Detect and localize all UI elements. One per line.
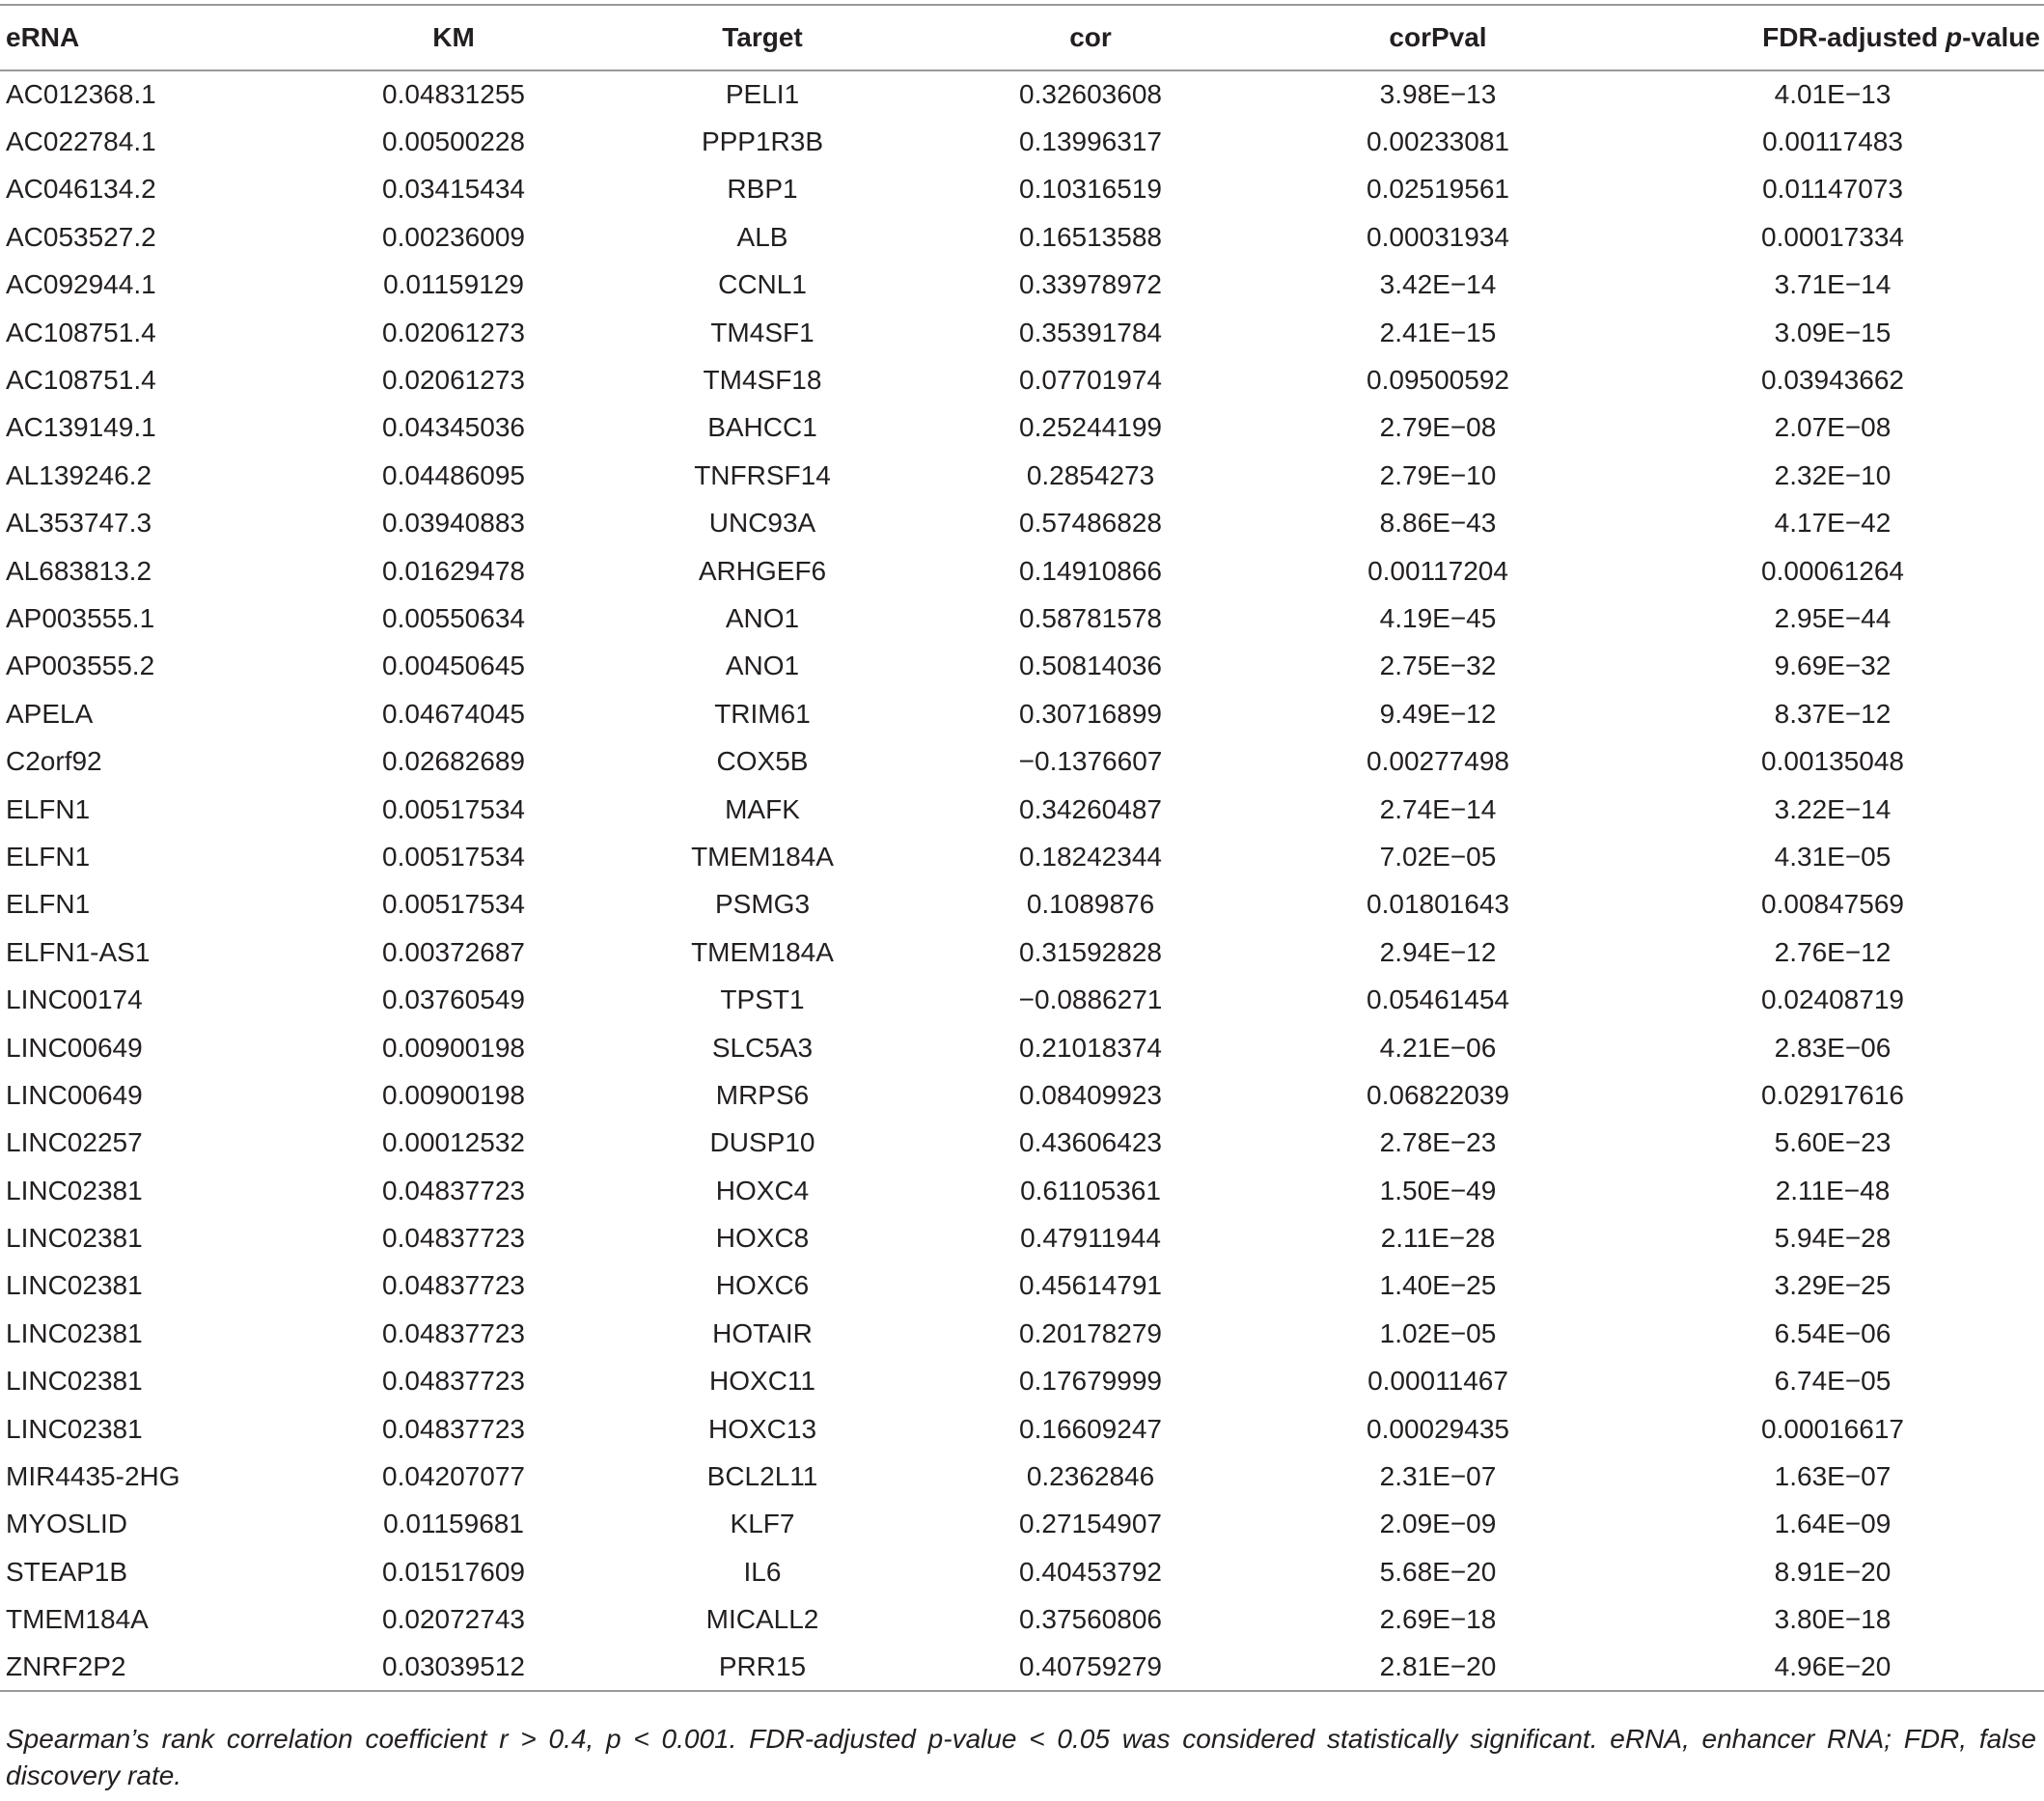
cell-corpval: 1.50E−49 [1379, 1175, 1497, 1205]
cell-cor: 0.45614791 [1019, 1270, 1162, 1301]
cell-corpval: 0.00233081 [1367, 126, 1509, 157]
cell-erna: STEAP1B [6, 1556, 128, 1587]
header-corpval: corPval [1255, 5, 1621, 70]
cell-km: 0.00517534 [382, 841, 525, 872]
cell-target: BAHCC1 [707, 412, 817, 443]
cell-target: SLC5A3 [711, 1032, 814, 1063]
cell-cor: 0.50814036 [1019, 651, 1162, 681]
cell-corpval: 0.01801643 [1367, 889, 1509, 920]
cell-km: 0.01517609 [382, 1556, 525, 1587]
cell-cor: 0.2362846 [1026, 1461, 1155, 1492]
table-row [0, 737, 2044, 785]
cell-erna: LINC02381 [6, 1317, 143, 1348]
header-fdr [1621, 5, 2044, 70]
correlation-table [0, 4, 2044, 1692]
cell-cor: 0.33978972 [1019, 269, 1162, 300]
cell-corpval: 2.09E−09 [1379, 1509, 1497, 1539]
cell-erna: AC046134.2 [6, 174, 156, 205]
cell-fdr: 2.11E−48 [1775, 1175, 1891, 1205]
cell-cor: 0.47911944 [1020, 1223, 1161, 1254]
cell-fdr: 8.91E−20 [1774, 1556, 1892, 1587]
cell-cor: 0.31592828 [1019, 936, 1162, 967]
cell-km: 0.04831255 [382, 79, 525, 110]
cell-fdr: 0.02408719 [1761, 984, 1904, 1015]
header-erna: eRNA [0, 5, 309, 70]
table-row [0, 452, 2044, 499]
cell-cor: 0.40453792 [1019, 1556, 1162, 1587]
cell-corpval: 2.11E−28 [1380, 1223, 1496, 1254]
table-footnote: Spearman’s rank correlation coefficient r > 0.4, p < 0.001. FDR-adjusted p-value < 0.05 was considered statistically significant. eRNA, enhancer RNA; FDR, false discovery rate. [6, 1724, 2036, 1790]
cell-cor: 0.30716899 [1019, 698, 1162, 729]
cell-target: COX5B [716, 746, 809, 777]
cell-cor: 0.20178279 [1019, 1317, 1162, 1348]
cell-fdr: 2.95E−44 [1774, 602, 1892, 633]
table-row [0, 500, 2044, 547]
cell-cor: 0.25244199 [1019, 412, 1162, 443]
cell-corpval: 7.02E−05 [1379, 841, 1497, 872]
table-row [0, 1548, 2044, 1595]
cell-cor: −0.1376607 [1018, 746, 1163, 777]
cell-cor: 0.61105361 [1020, 1175, 1161, 1205]
cell-target: HOTAIR [712, 1317, 813, 1348]
cell-erna: AP003555.1 [6, 602, 155, 633]
cell-erna: LINC00649 [6, 1079, 143, 1110]
cell-target: HOXC6 [715, 1270, 810, 1301]
cell-target: ALB [736, 221, 788, 252]
cell-km: 0.04207077 [382, 1461, 525, 1492]
cell-target: TNFRSF14 [694, 459, 831, 490]
cell-cor: 0.35391784 [1019, 317, 1162, 347]
cell-corpval: 0.00029435 [1367, 1413, 1509, 1444]
table-row [0, 1071, 2044, 1119]
cell-corpval: 2.31E−07 [1379, 1461, 1497, 1492]
cell-cor: 0.18242344 [1019, 841, 1162, 872]
cell-corpval: 2.41E−15 [1379, 317, 1497, 347]
cell-erna: AC012368.1 [6, 79, 156, 110]
cell-erna: LINC00649 [6, 1032, 143, 1063]
cell-fdr: 9.69E−32 [1774, 651, 1892, 681]
cell-fdr: 0.00135048 [1761, 746, 1904, 777]
cell-target: BCL2L11 [706, 1461, 818, 1492]
cell-fdr: 0.02917616 [1761, 1079, 1904, 1110]
cell-fdr: 3.09E−15 [1774, 317, 1892, 347]
cell-erna: ELFN1-AS1 [6, 936, 151, 967]
table-row [0, 404, 2044, 452]
cell-fdr: 4.96E−20 [1621, 1644, 2044, 1691]
cell-fdr: 0.00017334 [1761, 221, 1904, 252]
cell-corpval: 2.74E−14 [1379, 793, 1497, 824]
cell-corpval: 0.00277498 [1367, 746, 1509, 777]
cell-corpval: 2.94E−12 [1379, 936, 1497, 967]
table-row [0, 976, 2044, 1023]
cell-corpval: 0.00031934 [1367, 221, 1509, 252]
cell-erna: AL139246.2 [6, 459, 152, 490]
cell-target: TM4SF18 [703, 365, 822, 396]
cell-corpval: 0.02519561 [1367, 174, 1509, 205]
cell-erna: LINC02381 [6, 1366, 143, 1397]
cell-km: 0.00900198 [382, 1032, 525, 1063]
cell-fdr: 3.29E−25 [1774, 1270, 1892, 1301]
cell-fdr: 3.22E−14 [1774, 793, 1892, 824]
cell-fdr: 2.32E−10 [1774, 459, 1892, 490]
cell-fdr: 2.83E−06 [1774, 1032, 1892, 1063]
cell-km: 0.04837723 [382, 1317, 525, 1348]
cell-erna: AL683813.2 [6, 555, 152, 586]
cell-km: 0.02061273 [382, 317, 525, 347]
cell-corpval: 0.09500592 [1367, 365, 1509, 396]
cell-corpval: 0.06822039 [1367, 1079, 1509, 1110]
cell-km: 0.04345036 [382, 412, 525, 443]
header-km: KM [309, 5, 598, 70]
table-row [0, 118, 2044, 165]
cell-cor: 0.27154907 [1019, 1509, 1162, 1539]
cell-km: 0.01629478 [382, 555, 525, 586]
header-target: Target [598, 5, 926, 70]
cell-target: ARHGEF6 [698, 555, 827, 586]
cell-fdr: 0.01147073 [1762, 174, 1903, 205]
cell-fdr: 0.00847569 [1761, 889, 1904, 920]
table-row [0, 213, 2044, 261]
cell-corpval: 0.00117204 [1367, 555, 1508, 586]
table-row [0, 928, 2044, 976]
cell-corpval: 2.69E−18 [1379, 1604, 1497, 1635]
cell-erna: LINC00174 [6, 984, 143, 1015]
cell-corpval: 5.68E−20 [1379, 1556, 1497, 1587]
cell-km: 0.00372687 [382, 936, 525, 967]
cell-km: 0.03415434 [382, 174, 525, 205]
cell-km: 0.02072743 [382, 1604, 525, 1635]
cell-fdr: 3.80E−18 [1774, 1604, 1892, 1635]
cell-target: DUSP10 [709, 1127, 815, 1158]
cell-km: 0.00012532 [382, 1127, 525, 1158]
table-row [0, 1644, 2044, 1691]
cell-target: HOXC4 [715, 1175, 810, 1205]
cell-fdr: 6.74E−05 [1774, 1366, 1892, 1397]
cell-target: PSMG3 [714, 889, 811, 920]
cell-cor: 0.58781578 [1019, 602, 1162, 633]
cell-km: 0.00517534 [382, 793, 525, 824]
cell-erna: LINC02257 [6, 1127, 143, 1158]
cell-target: HOXC11 [709, 1366, 815, 1397]
cell-cor: 0.37560806 [1019, 1604, 1162, 1635]
cell-erna: TMEM184A [6, 1604, 149, 1635]
table-row [0, 1167, 2044, 1214]
cell-corpval: 9.49E−12 [1379, 698, 1497, 729]
cell-fdr: 1.64E−09 [1774, 1509, 1892, 1539]
cell-target: MRPS6 [715, 1079, 810, 1110]
cell-corpval: 2.79E−08 [1379, 412, 1497, 443]
cell-km: 0.03760549 [382, 984, 525, 1015]
cell-km: 0.04837723 [382, 1175, 525, 1205]
cell-cor: 0.10316519 [1019, 174, 1162, 205]
cell-erna: AC053527.2 [6, 221, 156, 252]
cell-fdr: 0.00016617 [1761, 1413, 1904, 1444]
cell-cor: 0.08409923 [1019, 1079, 1162, 1110]
header-row [0, 5, 2044, 70]
cell-erna: C2orf92 [6, 746, 102, 777]
cell-km: 0.04837723 [382, 1413, 525, 1444]
cell-corpval: 0.00011467 [1367, 1366, 1508, 1397]
cell-target: PELI1 [725, 79, 800, 110]
cell-fdr: 0.00117483 [1762, 126, 1903, 157]
table-row [0, 166, 2044, 213]
cell-erna: LINC02381 [6, 1175, 143, 1205]
cell-target: KLF7 [730, 1509, 795, 1539]
cell-corpval: 2.79E−10 [1379, 459, 1497, 490]
cell-target: ANO1 [725, 651, 800, 681]
cell-fdr: 4.31E−05 [1774, 841, 1892, 872]
cell-km: 0.00517534 [382, 889, 525, 920]
cell-erna: APELA [6, 698, 94, 729]
cell-target: TMEM184A [691, 936, 834, 967]
cell-target: ANO1 [725, 602, 800, 633]
cell-km: 0.01159129 [383, 269, 524, 300]
cell-km: 0.02682689 [382, 746, 525, 777]
cell-cor: 0.40759279 [926, 1644, 1255, 1691]
cell-erna: AC139149.1 [6, 412, 156, 443]
cell-erna: AP003555.2 [6, 651, 155, 681]
cell-fdr: 1.63E−07 [1774, 1461, 1892, 1492]
table-row [0, 786, 2044, 833]
cell-km: 0.00500228 [382, 126, 525, 157]
cell-target: IL6 [743, 1556, 782, 1587]
cell-fdr: 5.60E−23 [1774, 1127, 1892, 1158]
table-row [0, 1453, 2044, 1500]
table-row [0, 1501, 2044, 1548]
cell-target: CCNL1 [718, 269, 807, 300]
cell-fdr: 5.94E−28 [1774, 1223, 1892, 1254]
table-row [0, 1310, 2044, 1357]
cell-corpval: 0.05461454 [1367, 984, 1509, 1015]
cell-corpval: 8.86E−43 [1379, 508, 1497, 539]
cell-cor: 0.16513588 [1019, 221, 1162, 252]
cell-km: 0.04674045 [382, 698, 525, 729]
cell-target: UNC93A [708, 508, 816, 539]
cell-cor: 0.16609247 [1019, 1413, 1162, 1444]
cell-km: 0.00900198 [382, 1079, 525, 1110]
cell-km: 0.04486095 [382, 459, 525, 490]
cell-corpval: 3.98E−13 [1379, 79, 1497, 110]
cell-cor: 0.17679999 [1019, 1366, 1162, 1397]
cell-target: RBP1 [727, 174, 798, 205]
header-fdr-italic: p [1945, 22, 1963, 52]
cell-km: 0.02061273 [382, 365, 525, 396]
cell-fdr: 3.71E−14 [1774, 269, 1892, 300]
cell-corpval: 4.21E−06 [1379, 1032, 1497, 1063]
cell-km: 0.04837723 [382, 1366, 525, 1397]
table-row [0, 309, 2044, 356]
cell-target: MAFK [725, 793, 800, 824]
cell-target: PRR15 [598, 1644, 926, 1691]
cell-fdr: 0.03943662 [1761, 365, 1904, 396]
cell-fdr: 2.07E−08 [1774, 412, 1892, 443]
cell-km: 0.00550634 [382, 602, 525, 633]
cell-km: 0.03940883 [382, 508, 525, 539]
cell-fdr: 4.17E−42 [1774, 508, 1892, 539]
cell-km: 0.01159681 [383, 1509, 524, 1539]
table-row [0, 70, 2044, 118]
cell-erna: ELFN1 [6, 889, 91, 920]
cell-corpval: 1.40E−25 [1379, 1270, 1497, 1301]
table-row [0, 1024, 2044, 1071]
table-row [0, 1358, 2044, 1405]
cell-erna: AL353747.3 [6, 508, 152, 539]
cell-target: MICALL2 [705, 1604, 819, 1635]
cell-erna: LINC02381 [6, 1270, 143, 1301]
cell-target: HOXC8 [715, 1223, 810, 1254]
cell-km: 0.00236009 [382, 221, 525, 252]
cell-corpval: 1.02E−05 [1379, 1317, 1497, 1348]
cell-corpval: 2.78E−23 [1379, 1127, 1497, 1158]
table-row [0, 881, 2044, 928]
cell-fdr: 0.00061264 [1761, 555, 1904, 586]
table-body [0, 70, 2044, 1691]
cell-erna: ZNRF2P2 [0, 1644, 309, 1691]
cell-cor: 0.57486828 [1019, 508, 1162, 539]
table-row [0, 1405, 2044, 1453]
cell-target: TM4SF1 [710, 317, 815, 347]
cell-fdr: 6.54E−06 [1774, 1317, 1892, 1348]
table-row [0, 1214, 2044, 1261]
cell-erna: ELFN1 [6, 793, 91, 824]
cell-erna: MIR4435-2HG [6, 1461, 180, 1492]
cell-corpval: 2.81E−20 [1255, 1644, 1621, 1691]
header-fdr-suffix: -value [1962, 22, 2040, 52]
cell-erna: LINC02381 [6, 1223, 143, 1254]
table-row [0, 643, 2044, 690]
cell-cor: 0.34260487 [1019, 793, 1162, 824]
header-cor: cor [926, 5, 1255, 70]
cell-cor: −0.0886271 [1018, 984, 1163, 1015]
cell-erna: AC022784.1 [6, 126, 156, 157]
cell-target: TRIM61 [714, 698, 811, 729]
cell-cor: 0.07701974 [1019, 365, 1162, 396]
cell-target: TMEM184A [691, 841, 834, 872]
cell-km: 0.04837723 [382, 1223, 525, 1254]
cell-cor: 0.43606423 [1019, 1127, 1162, 1158]
cell-target: HOXC13 [707, 1413, 817, 1444]
cell-erna: AC092944.1 [6, 269, 156, 300]
cell-target: TPST1 [720, 984, 805, 1015]
cell-cor: 0.1089876 [1026, 889, 1155, 920]
cell-fdr: 8.37E−12 [1774, 698, 1892, 729]
cell-corpval: 3.42E−14 [1379, 269, 1497, 300]
cell-erna: MYOSLID [6, 1509, 128, 1539]
cell-corpval: 2.75E−32 [1379, 651, 1497, 681]
cell-erna: AC108751.4 [6, 365, 156, 396]
cell-corpval: 4.19E−45 [1379, 602, 1497, 633]
table-row [0, 1120, 2044, 1167]
cell-cor: 0.32603608 [1019, 79, 1162, 110]
header-fdr-prefix: FDR-adjusted [1762, 22, 1946, 52]
cell-cor: 0.14910866 [1019, 555, 1162, 586]
cell-cor: 0.21018374 [1019, 1032, 1162, 1063]
cell-erna: ELFN1 [6, 841, 91, 872]
table-row [0, 356, 2044, 403]
cell-erna: AC108751.4 [6, 317, 156, 347]
table-header [0, 5, 2044, 70]
table-row [0, 833, 2044, 880]
cell-km: 0.00450645 [382, 651, 525, 681]
table-row [0, 547, 2044, 595]
table-row [0, 1596, 2044, 1644]
table-row [0, 690, 2044, 737]
table-row [0, 595, 2044, 642]
cell-cor: 0.13996317 [1019, 126, 1162, 157]
table-row [0, 1262, 2044, 1310]
table-row [0, 262, 2044, 309]
cell-erna: LINC02381 [6, 1413, 143, 1444]
cell-km: 0.03039512 [309, 1644, 598, 1691]
cell-km: 0.04837723 [382, 1270, 525, 1301]
cell-fdr: 4.01E−13 [1774, 79, 1892, 110]
cell-fdr: 2.76E−12 [1774, 936, 1892, 967]
cell-cor: 0.2854273 [1026, 459, 1155, 490]
cell-target: PPP1R3B [701, 126, 824, 157]
